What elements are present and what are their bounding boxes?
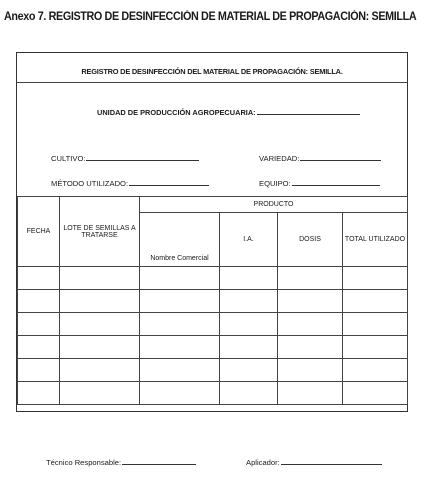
table-cell[interactable] (18, 267, 60, 290)
table-cell[interactable] (220, 290, 278, 313)
table-cell[interactable] (278, 313, 343, 336)
header-lote-line1: LOTE DE SEMILLAS A (63, 224, 136, 232)
table-row (18, 313, 408, 336)
table-cell[interactable] (60, 359, 140, 382)
header-ia: I.A. (220, 213, 278, 267)
table-cell[interactable] (140, 336, 220, 359)
form-frame (16, 52, 408, 412)
aplicador-field (246, 456, 382, 467)
table-row (18, 267, 408, 290)
table-cell[interactable] (18, 359, 60, 382)
disinfection-table (17, 196, 408, 405)
table-cell[interactable] (278, 382, 343, 405)
table-body (18, 267, 408, 405)
table-cell[interactable] (140, 267, 220, 290)
form-heading: REGISTRO DE DESINFECCIÓN DEL MATERIAL DE PROPAGACIÓN: SEMILLA. (81, 67, 343, 76)
metodo-field (51, 177, 209, 188)
table-cell[interactable] (278, 336, 343, 359)
table-cell[interactable] (220, 382, 278, 405)
header-producto: PRODUCTO (140, 197, 408, 213)
tecnico-label: Técnico Responsable: (46, 458, 122, 467)
table-cell[interactable] (60, 290, 140, 313)
unit-label: UNIDAD DE PRODUCCIÓN AGROPECUARIA: (97, 108, 256, 117)
table-cell[interactable] (343, 382, 408, 405)
cultivo-input-line[interactable] (86, 152, 199, 161)
table-cell[interactable] (60, 336, 140, 359)
heading-divider (17, 82, 407, 83)
table-cell[interactable] (343, 313, 408, 336)
variedad-label: VARIEDAD: (259, 154, 300, 163)
table-cell[interactable] (220, 359, 278, 382)
table-cell[interactable] (18, 313, 60, 336)
variedad-input-line[interactable] (300, 152, 381, 161)
tecnico-input-line[interactable] (122, 456, 196, 465)
table-row (18, 290, 408, 313)
equipo-field (259, 177, 380, 188)
tecnico-field (46, 456, 196, 467)
header-fecha: FECHA (18, 197, 60, 267)
cultivo-label: CULTIVO: (51, 154, 86, 163)
variedad-field (259, 152, 381, 163)
unit-input-line[interactable] (257, 106, 360, 115)
unit-field (97, 106, 360, 117)
table-cell[interactable] (220, 336, 278, 359)
metodo-input-line[interactable] (129, 177, 209, 186)
table-cell[interactable] (278, 267, 343, 290)
header-lote-line2: TRATARSE (81, 231, 118, 239)
aplicador-input-line[interactable] (281, 456, 382, 465)
cultivo-field (51, 152, 199, 163)
table-cell[interactable] (343, 336, 408, 359)
document-title: Anexo 7. REGISTRO DE DESINFECCIÓN DE MATERIAL DE PROPAGACIÓN: SEMILLA (4, 10, 417, 23)
equipo-label: EQUIPO: (259, 179, 291, 188)
table-cell[interactable] (18, 382, 60, 405)
equipo-input-line[interactable] (292, 177, 380, 186)
table-row (18, 359, 408, 382)
table-cell[interactable] (18, 336, 60, 359)
header-nombre-comercial: Nombre Comercial (140, 213, 220, 267)
table-cell[interactable] (60, 382, 140, 405)
table-cell[interactable] (220, 267, 278, 290)
table-row (18, 336, 408, 359)
table-cell[interactable] (18, 290, 60, 313)
table-cell[interactable] (343, 359, 408, 382)
table-cell[interactable] (278, 290, 343, 313)
table-cell[interactable] (60, 313, 140, 336)
header-total: TOTAL UTILIZADO (343, 213, 408, 267)
header-lote (60, 197, 140, 267)
table-cell[interactable] (140, 382, 220, 405)
table-cell[interactable] (220, 313, 278, 336)
table-cell[interactable] (140, 359, 220, 382)
header-dosis: DOSIS (278, 213, 343, 267)
table-cell[interactable] (278, 359, 343, 382)
metodo-label: MÉTODO UTILIZADO: (51, 179, 129, 188)
table-cell[interactable] (140, 290, 220, 313)
aplicador-label: Aplicador: (246, 458, 280, 467)
table-cell[interactable] (140, 313, 220, 336)
table-cell[interactable] (60, 267, 140, 290)
table-cell[interactable] (343, 267, 408, 290)
table-row (18, 382, 408, 405)
table-cell[interactable] (343, 290, 408, 313)
